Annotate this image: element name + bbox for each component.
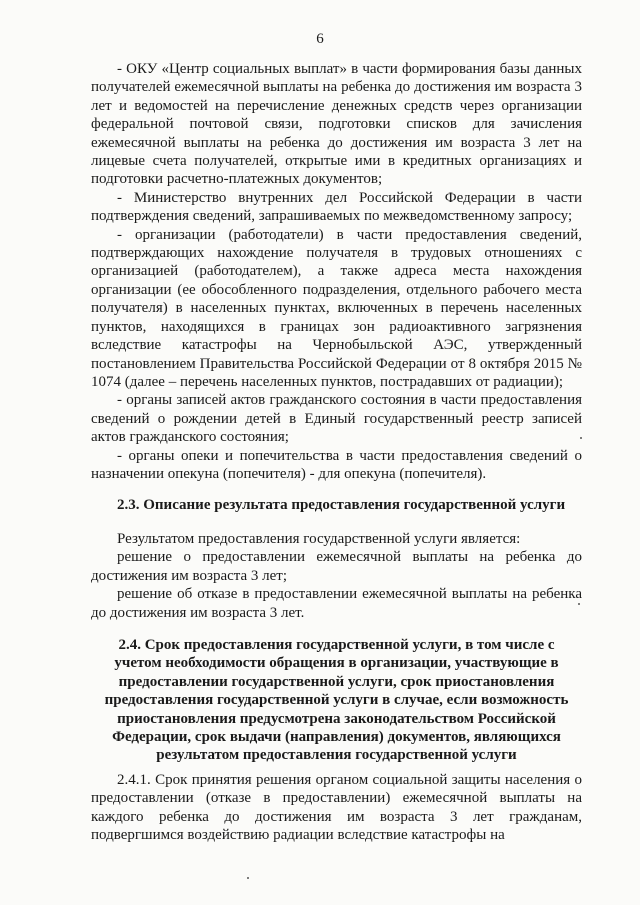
page-number: 6 xyxy=(316,31,324,47)
responsibility-item: - органы опеки и попечительства в части предоставления сведений о назначении опекуна (попечителя) - для опекуна (попечителя). xyxy=(91,447,582,482)
section-2-3-body xyxy=(91,530,582,622)
responsibility-item: - ОКУ «Центр социальных выплат» в части формирования базы данных получателей ежемесячной выплаты на ребенка до достижения им возраста 3 лет и ведомостей на перечисление денежных средств через организации федеральной почтовой связи, подготовки списков для зачисления ежемесячной выплаты на ребенка до достижения им возраста 3 лет на лицевые счета получателей, открытые ими в кредитных организациях и подготовки расчетно-платежных документов; xyxy=(91,61,582,188)
section-2-3-heading: 2.3. Описание результата предоставления государственной услуги xyxy=(117,497,566,513)
result-intro: Результатом предоставления государственной услуги является: xyxy=(117,531,521,547)
responsibilities-list xyxy=(91,60,582,483)
section-2-4-body xyxy=(91,771,582,845)
scan-speck xyxy=(578,603,580,605)
section-2-4-heading: 2.4. Срок предоставления государственной услуги, в том числе с учетом необходимости обращения в организации, участвующие в предоставлении государственной услуги, срок приостановления предоставления государственной услуги в случае, если возможность приостановления предусмотрена законодательством Российской Федерации, срок выдачи (направления) документов, являющихся результатом предоставления государственной услуги xyxy=(104,637,569,764)
responsibility-item: - организации (работодатели) в части предоставления сведений, подтверждающих нахождение получателя в трудовых отношениях с организацией (работодателем), а также адреса места нахождения организации (ее обособленного подразделения, отдельного рабочего места получателя) в населенных пунктах, включенных в перечень населенных пунктов, находящихся в границах зон радиоактивного загрязнения вследствие катастрофы на Чернобыльской АЭС, утвержденный постановлением Правительства Российской Федерации от 8 октября 2015 № 1074 (далее – перечень населенных пунктов, пострадавших от радиации); xyxy=(91,226,582,390)
responsibility-item: - органы записей актов гражданского состояния в части предоставления сведений о рождении детей в Единый государственный реестр записей актов гражданского состояния; xyxy=(91,392,582,446)
scan-speck xyxy=(247,877,249,879)
responsibility-item: - Министерство внутренних дел Российской Федерации в части подтверждения сведений, запрашиваемых по межведомственному запросу; xyxy=(91,189,582,225)
section-2-4-1-paragraph: 2.4.1. Срок принятия решения органом социальной защиты населения о предоставлении (отказе в предоставлении) ежемесячной выплаты на каждого ребенка до достижения им возраста 3 лет гражданам, подвергшимся воздействию радиации вследствие катастрофы на xyxy=(91,772,582,844)
scan-speck xyxy=(580,437,582,439)
result-item: решение об отказе в предоставлении ежемесячной выплаты на ребенка до достижения им возраста 3 лет. xyxy=(91,586,582,621)
result-item: решение о предоставлении ежемесячной выплаты на ребенка до достижения им возраста 3 лет; xyxy=(91,549,582,584)
